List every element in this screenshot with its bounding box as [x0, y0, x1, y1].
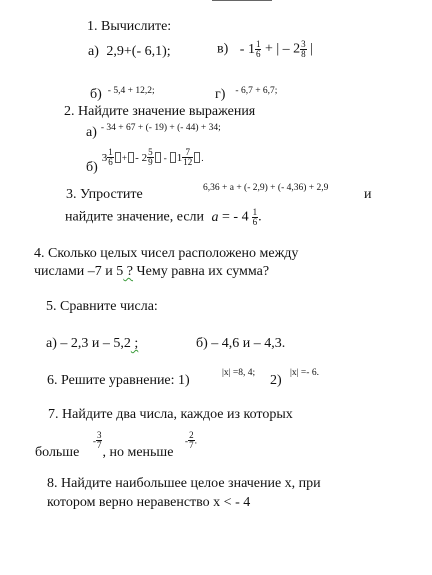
task-2b-end: .: [201, 154, 204, 165]
task-7-fraction-2: $\frac{2}{7}$: [189, 430, 194, 450]
task-3-var: a: [211, 209, 219, 225]
task-5a-text: а) – 2,3 и – 5,2: [46, 336, 131, 351]
bracket-glyph-icon: [155, 152, 161, 163]
task-3-end: .: [258, 209, 262, 225]
task-8-line2: котором верно неравенство x < - 4: [47, 495, 251, 510]
task-2b-fraction-3: $\frac{7}{12}$: [183, 147, 193, 167]
bracket-glyph-icon: [128, 152, 134, 163]
task-7-more: больше: [35, 444, 80, 460]
task-1v-mid: + | – 2: [264, 41, 301, 57]
task-7-mid: , но меньше: [102, 444, 174, 460]
task-1b-label: б): [90, 87, 102, 102]
task-3-title: 3. Упростите: [66, 187, 143, 202]
bracket-glyph-icon: [170, 152, 176, 163]
task-2a-expr: - 34 + 67 + (- 19) + (- 44) + 34;: [100, 123, 221, 133]
task-1v: [217, 40, 313, 59]
task-4-line2b: ?: [123, 264, 134, 279]
task-1b-expr: - 5,4 + 12,2;: [107, 86, 155, 96]
task-5-title: 5. Сравните числа:: [46, 299, 158, 314]
task-7-fraction-1: $\frac{3}{7}$: [96, 430, 102, 450]
task-5a-end: ;: [130, 336, 139, 351]
bracket-glyph-icon: [115, 152, 121, 163]
task-1g-expr: - 6,7 + 6,7;: [235, 86, 278, 96]
task-6-eq2: |x| =- 6.: [290, 368, 319, 378]
task-1-title: 1. Вычислите:: [87, 19, 172, 34]
task-2b-p2: +: [121, 154, 128, 165]
top-edge-line: [212, 0, 272, 1]
task-1v-fraction-2: $\frac{3}{8}$: [301, 39, 306, 59]
task-4-line2a: числами –7 и 5: [34, 264, 124, 279]
task-7-minus-2: -: [184, 436, 189, 447]
task-2b-p1: 3: [101, 152, 108, 165]
task-3-fraction: $\frac{1}{6}$: [252, 207, 258, 227]
task-6-title: 6. Решите уравнение: 1): [47, 373, 190, 388]
task-3-and: и: [364, 187, 372, 202]
task-6-mid: 2): [270, 373, 282, 388]
task-8-line1: 8. Найдите наибольшее целое значение x, при: [47, 476, 321, 491]
task-2b-p3: - 2: [135, 152, 148, 165]
task-2b-fraction-2: $\frac{5}{9}$: [148, 147, 153, 167]
task-1v-pre: - 1: [239, 41, 255, 57]
task-3-line2: [65, 208, 262, 227]
task-2b-label: б): [86, 160, 98, 176]
task-4-line1: 4. Сколько целых чисел расположено между: [34, 246, 299, 261]
task-1v-label: в): [217, 41, 229, 57]
task-2b: [86, 147, 204, 176]
task-1a: [88, 45, 171, 59]
task-1b: [90, 86, 155, 102]
task-5a: [46, 337, 138, 351]
task-2a-label: а): [86, 125, 97, 140]
task-1g: [215, 86, 277, 102]
task-4-line2: [34, 265, 269, 279]
task-7-line1: 7. Найдите два числа, каждое из которых: [48, 407, 293, 422]
task-4-line2c: Чему равна их сумма?: [133, 264, 270, 279]
task-7-end: .: [194, 436, 197, 447]
task-1a-label: а): [88, 44, 99, 59]
task-1g-label: г): [215, 87, 226, 102]
task-2b-p5: 1: [176, 152, 183, 165]
task-1v-fraction-1: $\frac{1}{6}$: [255, 39, 261, 59]
task-1a-expr: 2,9+(- 6,1);: [106, 44, 171, 59]
task-7-line2: [35, 430, 197, 460]
task-6-eq1: |x| =8, 4;: [222, 368, 256, 378]
task-7-minus-1: -: [92, 436, 96, 447]
bracket-glyph-icon: [194, 152, 200, 163]
task-2-title: 2. Найдите значение выражения: [64, 104, 256, 119]
task-2a: [86, 124, 221, 140]
task-2b-fraction-1: $\frac{1}{6}$: [108, 147, 113, 167]
task-1v-end: |: [310, 41, 313, 57]
task-3-expr: 6,36 + a + (- 2,9) + (- 4,36) + 2,9: [203, 183, 329, 193]
task-3-line2-text: найдите значение, если: [65, 209, 205, 225]
task-2b-p4: -: [163, 154, 167, 165]
task-3-eq: = - 4: [222, 209, 249, 225]
task-5b: б) – 4,6 и – 4,3.: [196, 336, 286, 351]
